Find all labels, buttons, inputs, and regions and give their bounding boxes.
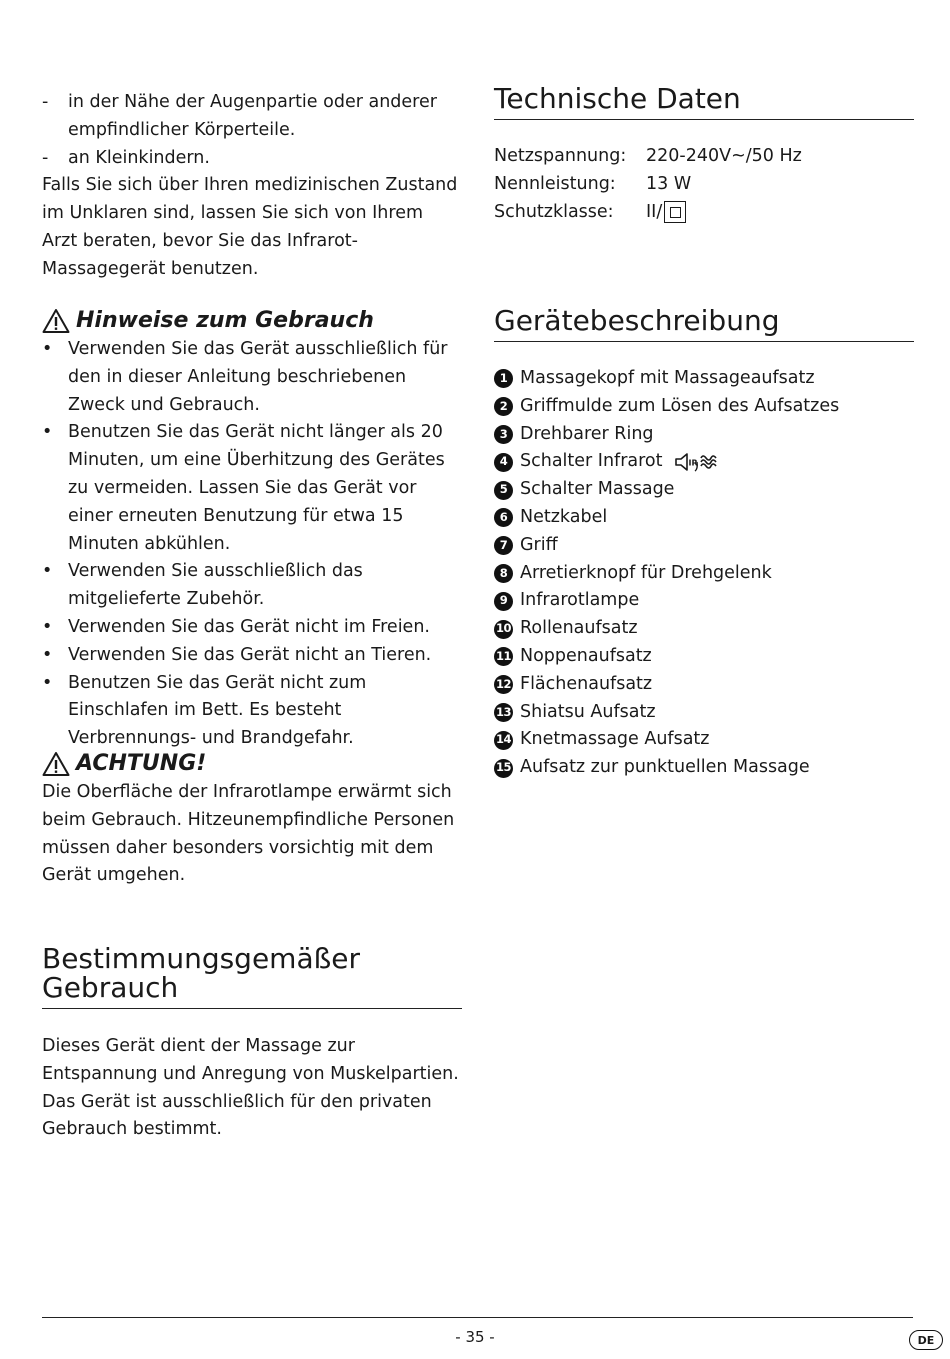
- bullet-item: • Verwenden Sie ausschließlich das mitgelieferte Zubehör.: [42, 561, 363, 610]
- achtung-section: [42, 749, 462, 890]
- number-badge: 2: [494, 397, 513, 416]
- beschreibung-heading: Gerätebeschreibung: [494, 306, 914, 342]
- svg-text:IR: IR: [688, 458, 698, 468]
- spec-row: Nennleistung: 13 W: [494, 173, 692, 194]
- bestimmung-text: Dieses Gerät dient der Massage zur Entspannung und Anregung von Muskelpartien. Das Gerät ist ausschließlich für den privaten Gebrauch bestimmt.: [42, 1036, 459, 1140]
- number-badge: 11: [494, 647, 513, 666]
- achtung-text: Die Oberfläche der Infrarotlampe erwärmt sich beim Gebrauch. Hitzeunempfindliche Personen müssen daher besonders vorsichtig mit dem Gerät umgehen.: [42, 782, 455, 886]
- number-badge: 9: [494, 592, 513, 611]
- number-badge: 15: [494, 759, 513, 778]
- page-number: - 35 -: [455, 1328, 495, 1346]
- hinweise-section: [42, 306, 462, 753]
- list-item: 8 Arretierknopf für Drehgelenk: [494, 560, 914, 588]
- protection-class-ii-icon: [664, 201, 686, 223]
- bestimmung-heading: Bestimmungsgemäßer Gebrauch: [42, 944, 462, 1009]
- list-item: 4 Schalter Infrarot IR: [494, 448, 914, 476]
- warning-triangle-icon: [42, 308, 70, 334]
- number-badge: 4: [494, 453, 513, 472]
- intro-paragraph: Falls Sie sich über Ihren medizinischen Zustand im Unklaren sind, lassen Sie sich von Ihrem Arzt beraten, bevor Sie das Infrarot-Massagegerät benutzen.: [42, 175, 458, 279]
- number-badge: 14: [494, 731, 513, 750]
- list-item: 15 Aufsatz zur punktuellen Massage: [495, 757, 810, 778]
- spec-row: Schutzklasse: II/: [494, 199, 914, 227]
- hinweise-heading: Hinweise zum Gebrauch: [42, 306, 462, 336]
- footer-divider: [42, 1317, 913, 1318]
- beschreibung-section: [494, 306, 914, 782]
- bestimmung-section: [42, 944, 462, 1144]
- bullet-item: • Benutzen Sie das Gerät nicht länger als 20 Minuten, um eine Überhitzung des Gerätes zu vermeiden. Lassen Sie das Gerät vor einer erneuten Benutzung für etwa 15 Minuten abkühlen.: [42, 422, 445, 554]
- list-item: 7 Griff: [494, 532, 914, 560]
- number-badge: 8: [494, 564, 513, 583]
- number-badge: 5: [494, 481, 513, 500]
- list-item: 3 Drehbarer Ring: [494, 421, 914, 449]
- list-item: 6 Netzkabel: [494, 504, 914, 532]
- number-badge: 12: [494, 675, 513, 694]
- list-item: 11 Noppenaufsatz: [495, 645, 652, 666]
- list-item: 12 Flächenaufsatz: [495, 673, 653, 694]
- bullet-item: • Verwenden Sie das Gerät nicht an Tieren.: [42, 644, 432, 665]
- list-item: 10 Rollenaufsatz: [495, 618, 638, 639]
- number-badge: 7: [494, 536, 513, 555]
- tech-section: [494, 84, 914, 226]
- tech-heading: Technische Daten: [494, 84, 914, 120]
- language-badge: DE: [909, 1330, 943, 1350]
- dash-list: [42, 89, 462, 284]
- bullet-item: • Verwenden Sie das Gerät nicht im Freien.: [42, 616, 430, 637]
- dash-item: - in der Nähe der Augenpartie oder anderer empfindlicher Körperteile.: [42, 92, 437, 140]
- number-badge: 6: [494, 508, 513, 527]
- number-badge: 1: [494, 369, 513, 388]
- bullet-item: • Verwenden Sie das Gerät ausschließlich für den in dieser Anleitung beschriebenen Zweck und Gebrauch.: [42, 339, 448, 415]
- number-badge: 10: [494, 620, 513, 639]
- bullet-item: • Benutzen Sie das Gerät nicht zum Einschlafen im Bett. Es besteht Verbrennungs- und Brandgefahr.: [42, 672, 367, 749]
- warning-triangle-icon: [42, 751, 70, 777]
- list-item: 2 Griffmulde zum Lösen des Aufsatzes: [494, 393, 914, 421]
- number-badge: 13: [494, 703, 513, 722]
- dash-item: - an Kleinkindern.: [42, 147, 210, 168]
- list-item: 13 Shiatsu Aufsatz: [495, 701, 656, 722]
- parts-list: [494, 365, 914, 782]
- spec-table: [494, 143, 914, 226]
- infrared-icon: [673, 451, 719, 473]
- list-item: 1 Massagekopf mit Massageaufsatz: [494, 365, 914, 393]
- spec-row: Netzspannung: 220-240V~/50 Hz: [494, 146, 802, 166]
- list-item: 9 Infrarotlampe: [494, 587, 914, 615]
- list-item: 14 Knetmassage Aufsatz: [495, 729, 710, 750]
- achtung-heading: ACHTUNG!: [42, 749, 462, 779]
- number-badge: 3: [494, 425, 513, 444]
- list-item: 5 Schalter Massage: [494, 476, 914, 504]
